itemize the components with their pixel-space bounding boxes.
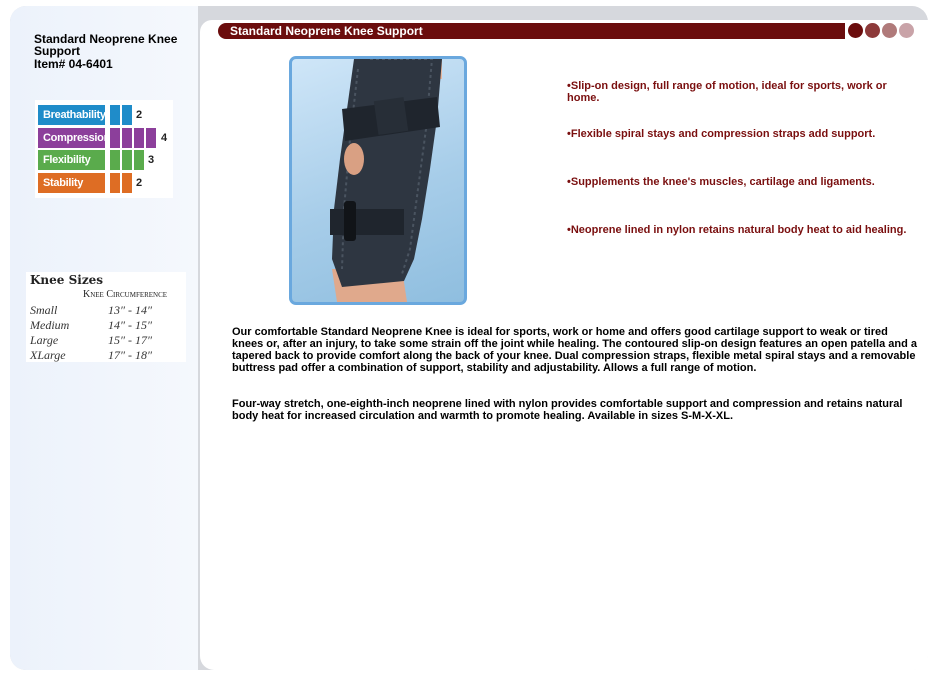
rating-bar <box>110 173 120 193</box>
rating-bar <box>122 173 132 193</box>
knee-brace-illustration <box>292 59 464 302</box>
rating-bar <box>110 105 120 125</box>
decorative-dot <box>848 23 863 38</box>
page-title: Standard Neoprene Knee Support <box>230 24 423 38</box>
size-name: Medium <box>30 318 70 332</box>
decorative-dot <box>882 23 897 38</box>
size-row <box>30 333 186 348</box>
description-paragraph: Four-way stretch, one-eighth-inch neoprene lined with nylon provides comfortable support and compression and retains natural body heat for increased circulation and warmth to promote healing. Available in sizes S-M-X-XL. <box>232 398 903 422</box>
size-range: 13″ - 14″ <box>108 303 152 317</box>
rating-label: Compression <box>38 128 105 148</box>
rating-value: 3 <box>148 154 155 166</box>
size-chart-title: Knee Sizes <box>30 273 104 287</box>
rating-label: Flexibility <box>38 150 105 170</box>
rating-bar <box>122 150 132 170</box>
size-range: 14″ - 15″ <box>108 318 152 332</box>
rating-bar <box>122 105 132 125</box>
rating-bar <box>134 128 144 148</box>
decorative-dot <box>899 23 914 38</box>
rating-bar <box>110 150 120 170</box>
product-image <box>289 56 467 305</box>
feature-bullet: •Neoprene lined in nylon retains natural body heat to aid healing. <box>567 224 907 236</box>
size-name: XLarge <box>30 348 66 362</box>
feature-bullet: •Slip-on design, full range of motion, ideal for sports, work or home. <box>567 80 887 104</box>
size-chart-header: Knee Circumference <box>83 289 168 300</box>
size-range: 15″ - 17″ <box>108 333 152 347</box>
rating-bar <box>146 128 156 148</box>
size-name: Small <box>30 303 58 317</box>
size-row <box>30 348 186 363</box>
item-number: Item# 04-6401 <box>34 57 113 71</box>
decorative-dot <box>865 23 880 38</box>
feature-bullet: •Flexible spiral stays and compression straps add support. <box>567 128 876 140</box>
size-range: 17″ - 18″ <box>108 348 152 362</box>
rating-value: 4 <box>161 132 168 144</box>
description-paragraph: Our comfortable Standard Neoprene Knee is ideal for sports, work or home and offers good cartilage support to weak or tired knees or, after an injury, to take some strain off the joint while healing. The contoured slip-on design features an open patella and a tapered back to provide comfort along the back of your knee. Dual compression straps, flexible metal spiral stays and a removable buttress pad offer a combination of support, stability and adjustability. Allows a full range of motion. <box>232 326 917 374</box>
page-title-bar <box>218 23 845 39</box>
rating-value: 2 <box>136 109 143 121</box>
feature-bullet: •Supplements the knee's muscles, cartilage and ligaments. <box>567 176 875 188</box>
rating-value: 2 <box>136 177 143 189</box>
rating-bar <box>110 128 120 148</box>
rating-bar <box>134 150 144 170</box>
size-chart <box>26 272 186 362</box>
rating-bar <box>122 128 132 148</box>
product-name: Standard Neoprene Knee Support <box>34 32 178 58</box>
size-name: Large <box>30 333 59 347</box>
rating-chart <box>35 100 173 198</box>
size-row <box>30 318 186 333</box>
rating-label: Stability <box>38 173 105 193</box>
size-row <box>30 303 186 318</box>
rating-label: Breathability <box>38 105 105 125</box>
